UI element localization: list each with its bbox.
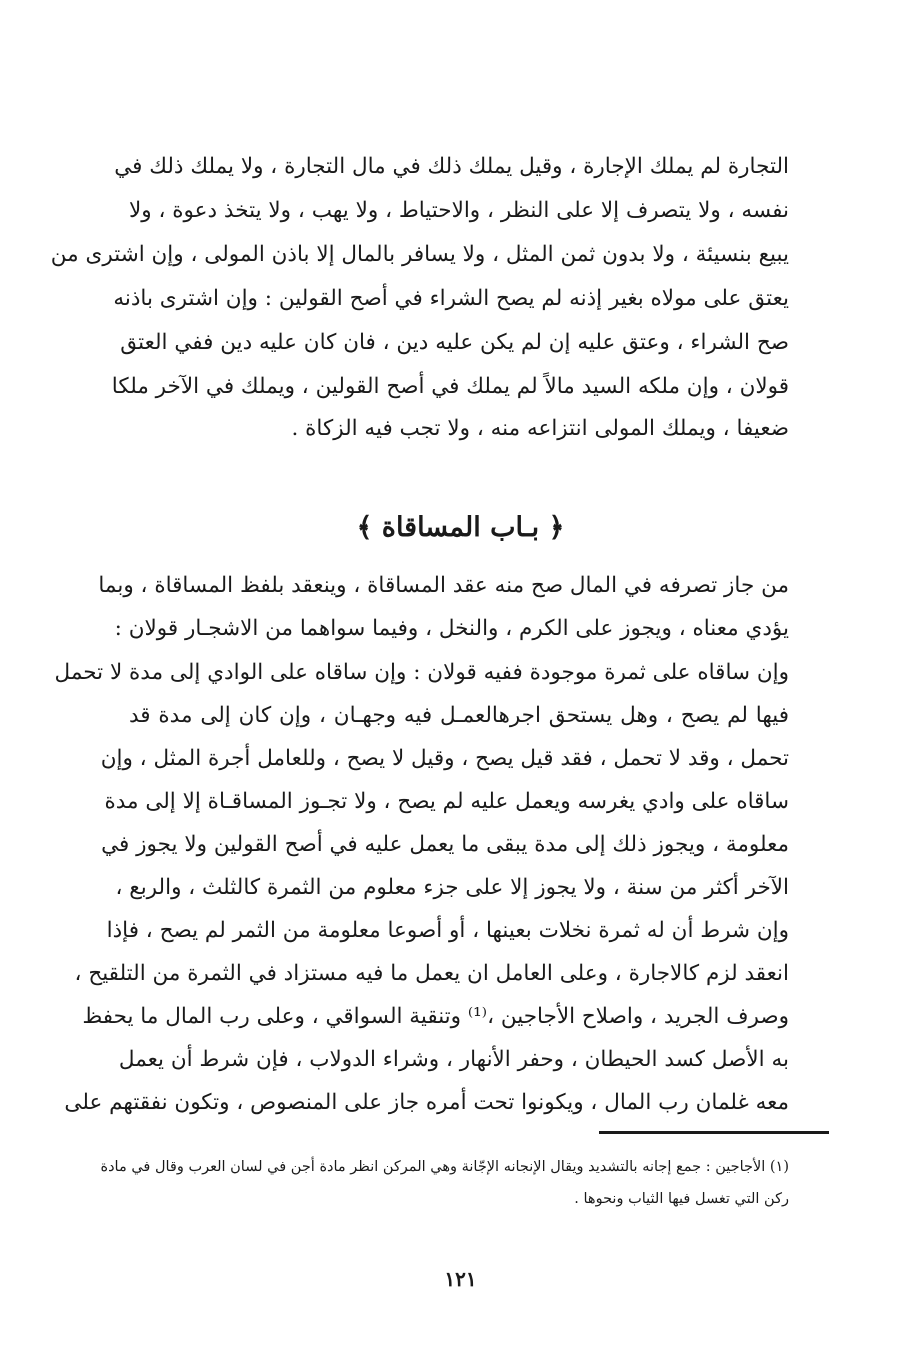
text-line: فيها لم يصح ، وهل يستحق اجرهالعمـل فيه وجهـان ، وإن كان إلى مدة قد (129, 703, 789, 728)
text-line: الآخر أكثر من سنة ، ولا يجوز إلا على جزء معلوم من الثمرة كالثلث ، والربع ، (115, 875, 789, 900)
page-number: ١٢١ (444, 1267, 477, 1291)
footnote-separator (599, 1131, 829, 1134)
text-line: به الأصل كسد الحيطان ، وحفر الأنهار ، وشراء الدولاب ، فإن شرط أن يعمل (118, 1047, 789, 1072)
text-line: وصرف الجريد ، واصلاح الأجاجين ،⁽¹⁾ وتنقية السواقي ، وعلى رب المال ما يحفظ (82, 1004, 789, 1029)
text-line: يبيع بنسيئة ، ولا بدون ثمن المثل ، ولا يسافر بالمال إلا باذن المولى ، وإن اشترى من (50, 242, 789, 267)
text-line: معلومة ، ويجوز ذلك إلى مدة يبقى ما يعمل عليه في أصح القولين ولا يجوز في (101, 832, 789, 857)
text-line: يؤدي معناه ، ويجوز على الكرم ، والنخل ، وفيما سواهما من الاشجـار قولان : (114, 616, 789, 641)
text-line: التجارة لم يملك الإجارة ، وقيل يملك ذلك في مال التجارة ، ولا يملك ذلك في (114, 154, 789, 179)
footnote-line: ركن التي تغسل فيها الثياب ونحوها . (574, 1191, 789, 1207)
text-line: من جاز تصرفه في المال صح منه عقد المساقاة ، وينعقد بلفظ المساقاة ، وبما (98, 573, 789, 598)
text-line: قولان ، وإن ملكه السيد مالاً لم يملك في أصح القولين ، ويملك في الآخر ملكا (111, 374, 789, 399)
text-line: وإن ساقاه على ثمرة موجودة ففيه قولان : وإن ساقاه على الوادي إلى مدة لا تحمل (54, 660, 789, 685)
text-line: نفسه ، ولا يتصرف إلا على النظر ، والاحتياط ، ولا يهب ، ولا يتخذ دعوة ، ولا (129, 198, 789, 223)
text-line: ساقاه على وادي يغرسه ويعمل عليه لم يصح ، ولا تجـوز المساقـاة إلا إلى مدة (104, 789, 789, 814)
text-line: ضعيفا ، ويملك المولى انتزاعه منه ، ولا تجب فيه الزكاة . (291, 416, 789, 441)
text-line: معه غلمان رب المال ، ويكونوا تحت أمره جاز على المنصوص ، وتكون نفقتهم على (64, 1090, 789, 1115)
text-line: وإن شرط أن له ثمرة نخلات بعينها ، أو أصوعا معلومة من الثمر لم يصح ، فإذا (106, 918, 789, 943)
text-line: تحمل ، وقد لا تحمل ، فقد قيل يصح ، وقيل لا يصح ، وللعامل أجرة المثل ، وإن (100, 746, 789, 771)
chapter-heading: ﴿ بـاب المساقاة ﴾ (356, 512, 565, 543)
footnote-line: (١) الأجاجين : جمع إجانه بالتشديد ويقال الإنجانه الإجّانة وهي المركن انظر مادة أجن في لسان العرب وقال في مادة (100, 1159, 789, 1175)
text-line: صح الشراء ، وعتق عليه إن لم يكن عليه دين ، فان كان عليه دين ففي العتق (120, 330, 789, 355)
text-line: يعتق على مولاه بغير إذنه لم يصح الشراء في أصح القولين : وإن اشترى باذنه (113, 286, 789, 311)
text-line: انعقد لزم كالاجارة ، وعلى العامل ان يعمل ما فيه مستزاد في الثمرة من التلقيح ، (74, 961, 789, 986)
